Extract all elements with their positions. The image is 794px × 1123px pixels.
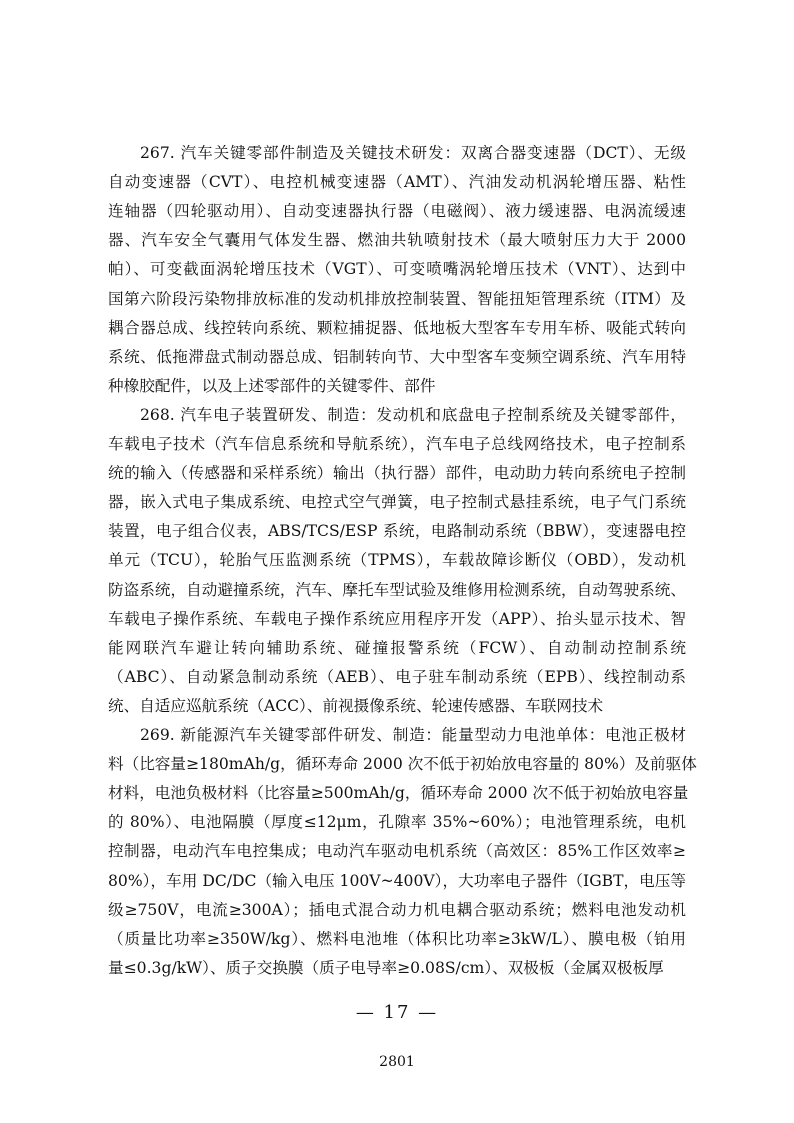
- footer-code: 2801: [379, 1054, 415, 1070]
- text-line: 控制器，电动汽车电控集成；电动汽车驱动电机系统（高效区：85%工作区效率≥: [108, 842, 686, 861]
- text-line: 材料，电池负极材料（比容量≥500mAh/g，循环寿命 2000 次不低于初始放电容量: [108, 784, 689, 803]
- text-line: （质量比功率≥350W/kg）、燃料电池堆（体积比功率≥3kW/L）、膜电极（铂用: [108, 929, 686, 948]
- text-line: 帕）、可变截面涡轮增压技术（VGT）、可变喷嘴涡轮增压技术（VNT）、达到中: [108, 260, 686, 279]
- text-line: 267. 汽车关键零部件制造及关键技术研发：双离合器变速器（DCT）、无级: [140, 144, 686, 162]
- text-line: 耦合器总成、线控转向系统、颗粒捕捉器、低地板大型客车专用车桥、吸能式转向: [108, 318, 686, 337]
- text-line: 单元（TCU），轮胎气压监测系统（TPMS），车载故障诊断仪（OBD），发动机: [108, 551, 686, 570]
- text-line: 系统、低拖滞盘式制动器总成、铝制转向节、大中型客车变频空调系统、汽车用特: [108, 347, 686, 366]
- text-line: 268. 汽车电子装置研发、制造：发动机和底盘电子控制系统及关键零部件，: [140, 405, 686, 424]
- text-line: 级≥750V，电流≥300A）；插电式混合动力机电耦合驱动系统；燃料电池发动机: [108, 900, 686, 919]
- text-line: 80%），车用 DC/DC（输入电压 100V~400V），大功率电子器件（IGBT，电压等: [108, 871, 686, 890]
- text-line: 国第六阶段污染物排放标准的发动机排放控制装置、智能扭矩管理系统（ITM）及: [108, 289, 686, 308]
- text-line: 器、汽车安全气囊用气体发生器、燃油共轨喷射技术（最大喷射压力大于 2000: [108, 231, 686, 250]
- page-number: — 17 —: [355, 1002, 439, 1023]
- text-line: （ABC）、自动紧急制动系统（AEB）、电子驻车制动系统（EPB）、线控制动系: [108, 667, 686, 686]
- text-line: 种橡胶配件，以及上述零部件的关键零件、部件: [108, 376, 436, 395]
- text-line: 车载电子操作系统、车载电子操作系统应用程序开发（APP）、抬头显示技术、智: [108, 609, 686, 628]
- text-line: 料（比容量≥180mAh/g，循环寿命 2000 次不低于初始放电容量的 80%）及前驱体: [108, 755, 697, 774]
- text-line: 防盗系统，自动避撞系统，汽车、摩托车型试验及维修用检测系统，自动驾驶系统、: [108, 580, 686, 599]
- text-line: 连轴器（四轮驱动用）、自动变速器执行器（电磁阀）、液力缓速器、电涡流缓速: [108, 202, 686, 221]
- text-line: 量≤0.3g/kW）、质子交换膜（质子电导率≥0.08S/cm）、双极板（金属双极板厚: [108, 958, 664, 977]
- text-line: 统的输入（传感器和采样系统）输出（执行器）部件，电动助力转向系统电子控制: [108, 464, 686, 483]
- text-line: 统、自适应巡航系统（ACC）、前视摄像系统、轮速传感器、车联网技术: [108, 696, 604, 715]
- text-line: 装置，电子组合仪表，ABS/TCS/ESP 系统，电路制动系统（BBW），变速器电控: [108, 522, 686, 541]
- text-line: 的 80%）、电池隔膜（厚度≤12μm，孔隙率 35%~60%）；电池管理系统，电机: [108, 813, 686, 832]
- text-line: 器，嵌入式电子集成系统、电控式空气弹簧，电子控制式悬挂系统，电子气门系统: [108, 493, 686, 512]
- text-line: 车载电子技术（汽车信息系统和导航系统），汽车电子总线网络技术，电子控制系: [108, 435, 686, 453]
- text-line: 自动变速器（CVT）、电控机械变速器（AMT）、汽油发动机涡轮增压器、粘性: [108, 173, 686, 192]
- text-line: 能网联汽车避让转向辅助系统、碰撞报警系统（FCW）、自动制动控制系统: [108, 638, 686, 657]
- text-line: 269. 新能源汽车关键零部件研发、制造：能量型动力电池单体：电池正极材: [140, 726, 686, 744]
